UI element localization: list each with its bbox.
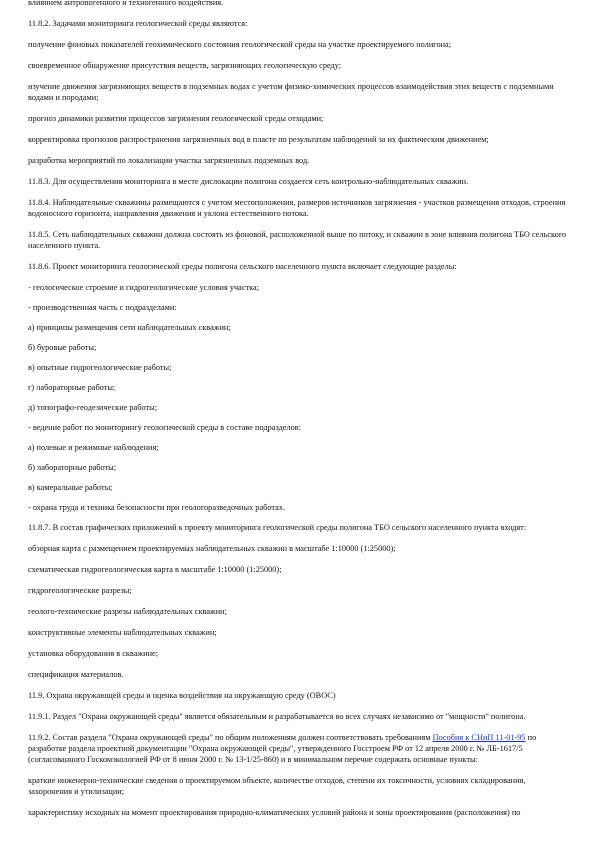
list-item: получение фоновых показателей геохимического состояния геологической среды на участке проектируемого полигона; [28,40,452,49]
list-item: б) буровые работы; [28,343,97,352]
list-item: д) топографо-геодезические работы; [28,403,158,412]
list-item: обзорная карта с размещением проектируемых наблюдательных скважин в масштабе 1:10000 (1:25000); [28,544,396,553]
list-item: гидрогеологические разрезы; [28,586,132,595]
list-item: своевременное обнаружение присутствия веществ, загрязняющих геологическую среду; [28,61,342,70]
list-item: а) принципы размещения сети наблюдательных скважин; [28,323,231,332]
list-item: характеристику исходных на момент проектирования природно-климатических условий района и зоны проектирования (расположения) по [28,808,521,817]
list-item: - геологическое строение и гидрогеологические условия участка; [28,283,260,292]
list-item: г) лабораторные работы; [28,383,116,392]
section-paragraph-11-8-7: 11.8.7. В состав графических приложений к проекту мониторинга геологической среды полигона ТБО сельского населенного пункта входят: [28,523,527,532]
list-item: в) опытные гидрогеологические работы; [28,363,172,372]
list-item: краткие инженерно-технические сведения о проектируемом объекте, количестве отходов, степени их токсичности, условиях складирования, захоронения и утилизации; [28,776,526,796]
list-item: б) лабораторные работы; [28,463,117,472]
section-paragraph-11-8-4: 11.8.4. Наблюдательные скважины размещаются с учетом местоположения, размеров источников загрязнения - участков размещения отходов, строения водоносного горизонта, направления движения и уклона естественного потока. [28,198,566,218]
list-item: схематическая гидрогеологическая карта в масштабе 1:10000 (1:25000); [28,565,282,574]
list-item: изучение движения загрязняющих веществ в подземных водах с учетом физико-химических процессов взаимодействия этих веществ с подземными водами и породами; [28,82,554,102]
paragraph-text-after-link: по разработке раздела проектной документации "Охрана окружающей среды", утвержденного Госстроем РФ от 12 апреля 2000 г. № ЛБ-1617/5 (согласованного Госкомэкологией РФ от 8 июня 2000 г. № 13-1/25-860) и в минимальном перечне содержать основные пункты: [28,733,537,764]
list-item: спецификация материалов. [28,670,124,679]
list-item: а) полевые и режимные наблюдения; [28,443,159,452]
section-paragraph-11-9-1: 11.9.1. Раздел "Охрана окружающей среды" является обязательным и разрабатывается во всех случаях независимо от "мощности" полигона. [28,712,526,721]
section-paragraph-11-8-5: 11.8.5. Сеть наблюдательных скважин должна состоять из фоновой, расположенной выше по потоку, и скважин в зоне влияния полигона ТБО сельского населенного пункта. [28,230,567,250]
list-item: прогноз динамики развития процессов загрязнения геологической среды отходами; [28,114,324,123]
list-item: корректировка прогнозов распространения загрязненных вод в пласте по результатам наблюдений за их фактическим движением; [28,135,489,144]
list-item: в) камеральные работы; [28,483,113,492]
list-item: - ведение работ по мониторингу геологической среды в составе подразделов: [28,423,302,432]
document-page [28,0,570,828]
list-item: конструктивные элементы наблюдательных скважин; [28,628,217,637]
section-heading-11-8-2: 11.8.2. Задачами мониторинга геологической среды являются: [28,19,248,28]
list-item: разработка мероприятий по локализации участка загрязненных подземных вод. [28,156,310,165]
section-paragraph-11-8-3: 11.8.3. Для осуществления мониторинга в месте дислокации полигона создается сеть контрольно-наблюдательных скважин. [28,177,469,186]
section-paragraph-11-8-6: 11.8.6. Проект мониторинга геологической среды полигона сельского населенного пункта включает следующие разделы: [28,262,457,271]
section-heading-11-9: 11.9. Охрана окружающей среды и оценка воздействия на окружающую среду (ОВОС) [28,691,336,700]
section-paragraph-11-9-2 [28,732,570,765]
paragraph: влиянием антропогенного и техногенного воздействия. [28,0,224,7]
paragraph-text-before-link: 11.9.2. Состав раздела "Охрана окружающей среды" по общим положениям должен соответствовать требованиям [28,733,433,742]
list-item: установка оборудования в скважине; [28,649,159,658]
list-item: - производственная часть с подразделами: [28,303,177,312]
snip-manual-link[interactable]: Пособия к СНиП 11-01-95 [432,733,526,742]
list-item: геолого-технические разрезы наблюдательных скважин; [28,607,227,616]
list-item: - охрана труда и техника безопасности при геологоразведочных работах. [28,503,286,512]
